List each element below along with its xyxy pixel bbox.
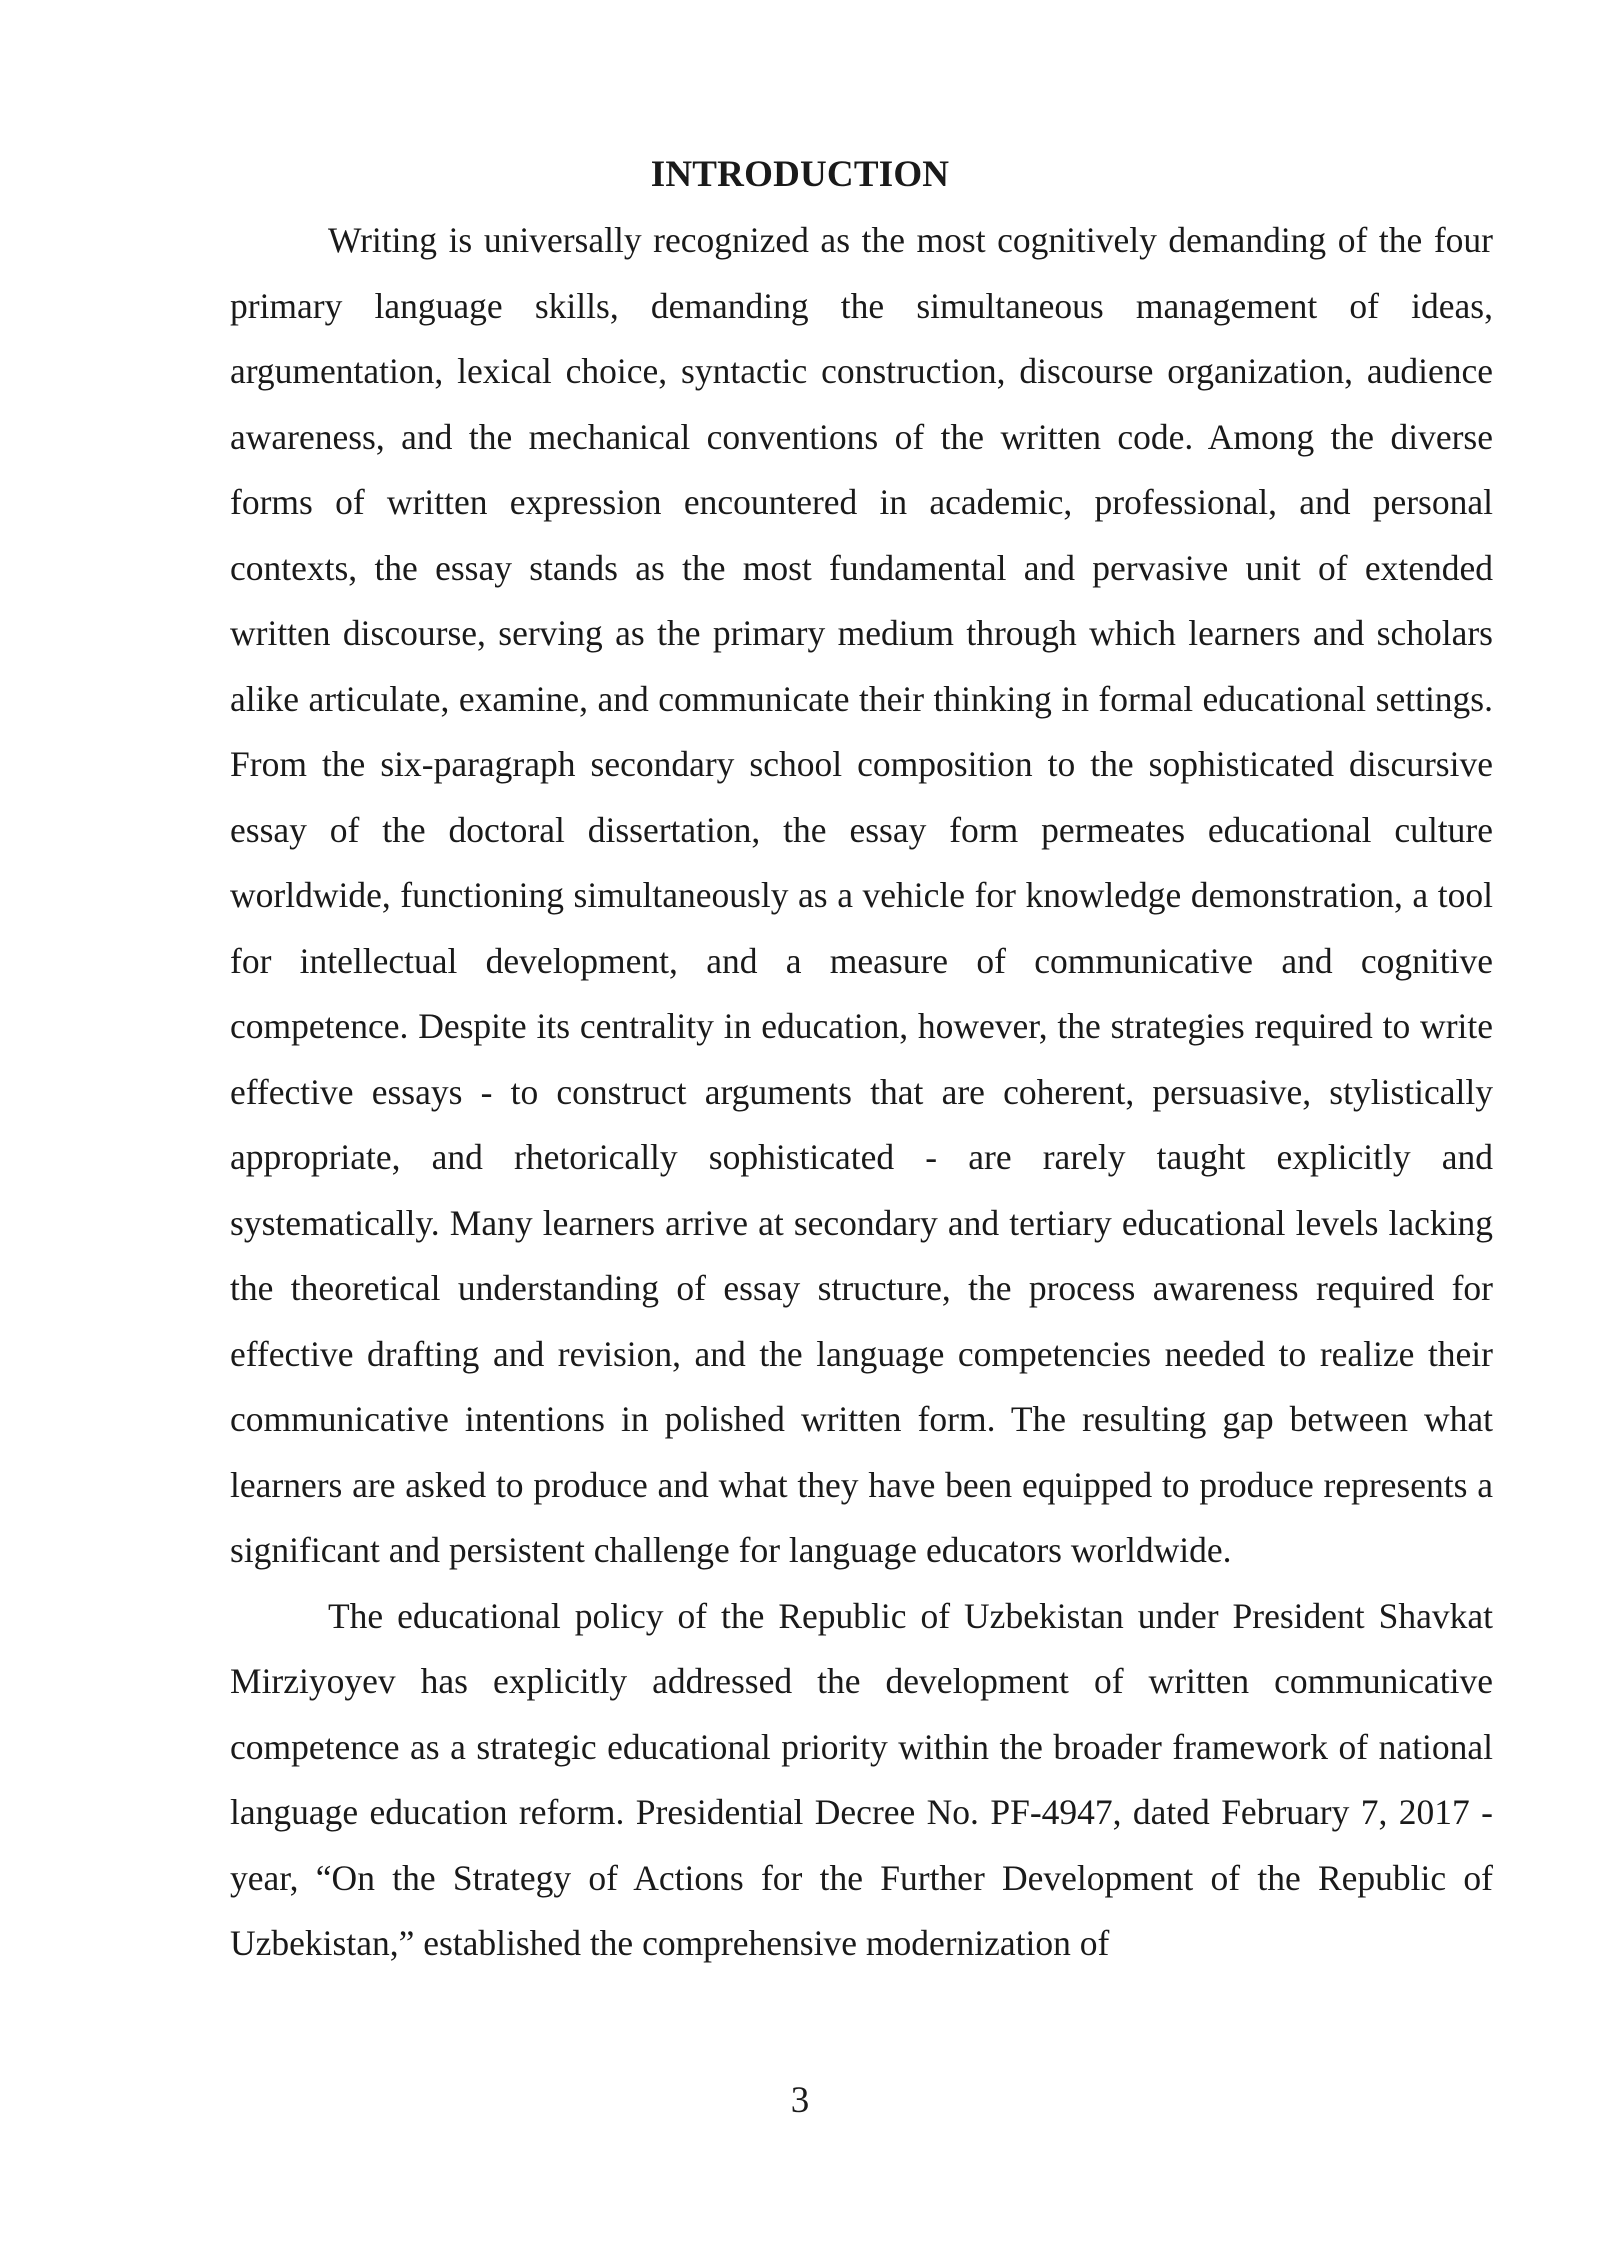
paragraph: Writing is universally recognized as the most cognitively demanding of the four primary language skills, demanding the simultaneous management of ideas, argumentation, lexical choice, syntactic construction, discourse organization, audience awareness, and the mechanical conventions of the written code. Among the diverse forms of written expression encountered in academic, professional, and personal contexts, the essay stands as the most fundamental and pervasive unit of extended written discourse, serving as the primary medium through which learners and scholars alike articulate, examine, and communicate their thinking in formal educational settings. From the six-paragraph secondary school composition to the sophisticated discursive essay of the doctoral dissertation, the essay form permeates educational culture worldwide, functioning simultaneously as a vehicle for knowledge demonstration, a tool for intellectual development, and a measure of communicative and cognitive competence. Despite its centrality in education, however, the strategies required to write effective essays - to construct arguments that are coherent, persuasive, stylistically appropriate, and rhetorically sophisticated - are rarely taught explicitly and systematically. Many learners arrive at secondary and tertiary educational levels lacking the theoretical understanding of essay structure, the process awareness required for effective drafting and revision, and the language competencies needed to realize their communicative intentions in polished written form. The resulting gap between what learners are asked to produce and what they have been equipped to produce represents a significant and persistent challenge for language educators worldwide.	[230, 220, 1493, 1570]
paragraph: The educational policy of the Republic of Uzbekistan under President Shavkat Mirziyoyev has explicitly addressed the development of written communicative competence as a strategic educational priority within the broader framework of national language education reform. Presidential Decree No. PF-4947, dated February 7, 2017 - year, “On the Strategy of Actions for the Further Development of the Republic of Uzbekistan,” established the comprehensive modernization of	[230, 1595, 1493, 1963]
section-heading: INTRODUCTION	[650, 154, 950, 195]
body-text	[230, 208, 1493, 1977]
page-number: 3	[790, 2080, 810, 2121]
